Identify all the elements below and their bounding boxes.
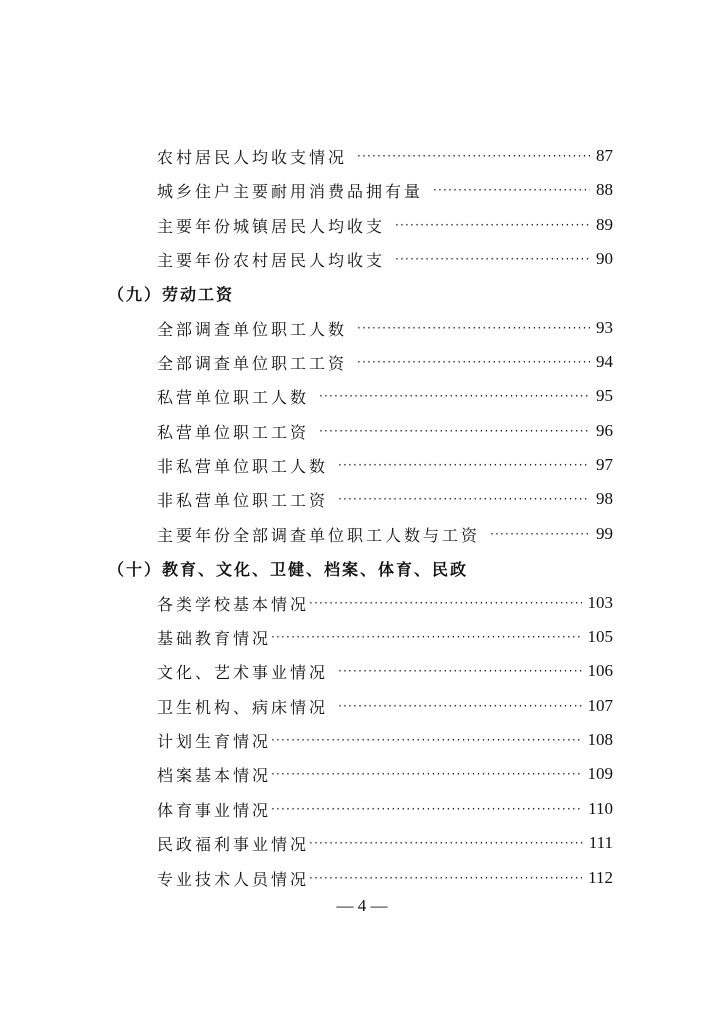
toc-entry bbox=[157, 728, 613, 752]
toc-entry bbox=[157, 591, 613, 615]
dot-leader bbox=[309, 871, 582, 885]
toc-entry bbox=[157, 384, 613, 408]
toc-entry-page: 111 bbox=[588, 833, 613, 852]
toc-entry-label: 主要年份农村居民人均收支 bbox=[157, 250, 386, 270]
toc-entry-page: 93 bbox=[596, 318, 613, 337]
toc-entry-page: 87 bbox=[596, 146, 613, 165]
toc-entry-page: 95 bbox=[596, 386, 613, 405]
dot-leader bbox=[490, 527, 590, 541]
toc-entry-label: 全部调查单位职工工资 bbox=[157, 353, 348, 373]
toc-entry-label: 卫生机构、病床情况 bbox=[157, 697, 329, 717]
toc-entry-page: 107 bbox=[587, 696, 613, 715]
toc-entry-label: 非私营单位职工人数 bbox=[157, 456, 329, 476]
toc-entry bbox=[157, 419, 613, 443]
toc-entry bbox=[157, 866, 613, 890]
toc-entry-label: 主要年份全部调查单位职工人数与工资 bbox=[157, 525, 481, 545]
toc-entry bbox=[157, 625, 613, 649]
dot-leader bbox=[338, 492, 590, 506]
toc-entry bbox=[157, 213, 613, 237]
toc-entry bbox=[157, 694, 613, 718]
dot-leader bbox=[357, 355, 590, 369]
toc-entry-label: 档案基本情况 bbox=[157, 765, 272, 785]
toc-entry-label: 民政福利事业情况 bbox=[157, 834, 310, 854]
dot-leader bbox=[309, 836, 583, 850]
toc-entry-page: 112 bbox=[588, 868, 613, 887]
dot-leader bbox=[357, 149, 590, 163]
toc-entry-page: 90 bbox=[596, 249, 613, 268]
toc-entry-page: 97 bbox=[596, 455, 613, 474]
toc-entry bbox=[157, 487, 613, 511]
toc-entry-label: 城乡住户主要耐用消费品拥有量 bbox=[157, 181, 424, 201]
toc-entry-label: 农村居民人均收支情况 bbox=[157, 147, 348, 167]
toc-entry-page: 110 bbox=[588, 799, 613, 818]
toc-entry-page: 88 bbox=[596, 180, 613, 199]
toc-entry-label: 专业技术人员情况 bbox=[157, 869, 310, 889]
page-number-footer: — 4 — bbox=[336, 896, 388, 915]
toc-entry-page: 99 bbox=[596, 524, 613, 543]
toc-entry bbox=[157, 831, 613, 855]
toc-entry bbox=[157, 659, 613, 683]
toc-entry bbox=[157, 350, 613, 374]
toc-entry-page: 89 bbox=[596, 215, 613, 234]
toc-entry-label: 私营单位职工人数 bbox=[157, 387, 310, 407]
toc-entry-label: 私营单位职工工资 bbox=[157, 422, 310, 442]
toc-entry-label: 文化、艺术事业情况 bbox=[157, 662, 329, 682]
dot-leader bbox=[395, 218, 590, 232]
dot-leader bbox=[271, 733, 581, 747]
dot-leader bbox=[433, 183, 590, 197]
toc-entry-page: 106 bbox=[587, 661, 613, 680]
toc-entry-page: 94 bbox=[596, 352, 613, 371]
toc-entry-page: 98 bbox=[596, 489, 613, 508]
toc-entry-page: 105 bbox=[587, 627, 613, 646]
toc-entry bbox=[157, 453, 613, 477]
toc-entry bbox=[157, 247, 613, 271]
toc-entry bbox=[157, 144, 613, 168]
toc-entry-page: 103 bbox=[587, 593, 613, 612]
toc-entry-page: 96 bbox=[596, 421, 613, 440]
section-heading-labor-wages: （九）劳动工资 bbox=[108, 284, 235, 304]
dot-leader bbox=[338, 664, 581, 678]
toc-entry-page: 109 bbox=[587, 764, 613, 783]
toc-entry-label: 体育事业情况 bbox=[157, 800, 272, 820]
section-heading-education-culture: （十）教育、文化、卫健、档案、体育、民政 bbox=[108, 559, 469, 579]
dot-leader bbox=[271, 767, 581, 781]
dot-leader bbox=[357, 321, 590, 335]
dot-leader bbox=[271, 802, 582, 816]
toc-entry-label: 各类学校基本情况 bbox=[157, 594, 310, 614]
toc-entry bbox=[157, 522, 613, 546]
toc-entry bbox=[157, 178, 613, 202]
dot-leader bbox=[395, 252, 590, 266]
toc-entry-label: 计划生育情况 bbox=[157, 731, 272, 751]
toc-entry-page: 108 bbox=[587, 730, 613, 749]
dot-leader bbox=[319, 389, 590, 403]
toc-entry-label: 非私营单位职工工资 bbox=[157, 490, 329, 510]
dot-leader bbox=[338, 458, 590, 472]
toc-entry bbox=[157, 797, 613, 821]
toc-entry bbox=[157, 316, 613, 340]
dot-leader bbox=[319, 424, 590, 438]
dot-leader bbox=[271, 630, 581, 644]
toc-entry-label: 基础教育情况 bbox=[157, 628, 272, 648]
dot-leader bbox=[309, 596, 581, 610]
dot-leader bbox=[338, 699, 581, 713]
toc-entry bbox=[157, 762, 613, 786]
toc-entry-label: 主要年份城镇居民人均收支 bbox=[157, 216, 386, 236]
toc-entry-label: 全部调查单位职工人数 bbox=[157, 319, 348, 339]
